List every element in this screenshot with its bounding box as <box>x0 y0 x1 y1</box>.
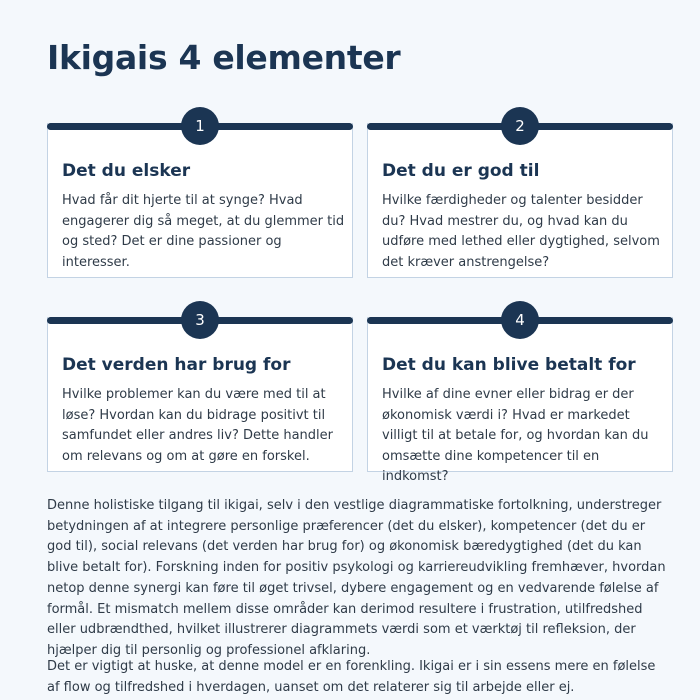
card-number-badge: 3 <box>181 301 219 339</box>
ikigai-card-1 <box>47 117 353 278</box>
ikigai-card-4 <box>367 311 673 484</box>
card-description: Hvad får dit hjerte til at synge? Hvad engagerer dig så meget, at du glemmer tid og sted? Det er dine passioner og interesser. <box>62 193 345 270</box>
card-number-badge: 2 <box>501 107 539 145</box>
body-paragraph-1: Denne holistiske tilgang til ikigai, selv i den vestlige diagrammatiske fortolkning, understreger betydningen af at integrere personlige præferencer (det du elsker), kompetencer (det du er god til), social relevans (det verden har brug for) og økonomisk bæredygtighed (det du kan blive betalt for). Forskning inden for positiv psykologi og karriereudvikling fremhæver, hvordan netop denne synergi kan føre til øget trivsel, dybere engagement og en vedvarende følelse af formål. Et mismatch mellem disse områder kan derimod resultere i frustration, utilfredshed eller udbrændthed, hvilket illustrerer diagrammets værdi som et værktøj til refleksion, der hjælper dig til personlig og professionel afklaring. <box>47 498 666 658</box>
card-description: Hvilke færdigheder og talenter besidder du? Hvad mestrer du, og hvad kan du udføre med lethed eller dygtighed, selvom det kræver anstrengelse? <box>382 193 660 270</box>
body-paragraph-2: Det er vigtigt at huske, at denne model er en forenkling. Ikigai er i sin essens mere en følelse af flow og tilfredshed i hverdagen, uanset om det relaterer sig til arbejde eller ej. <box>47 659 656 695</box>
card-description: Hvilke af dine evner eller bidrag er der økonomisk værdi i? Hvad er markedet villigt til at betale for, og hvordan kan du omsætte dine kompetencer til en indkomst? <box>382 387 649 484</box>
page-title: Ikigais 4 elementer <box>47 38 401 77</box>
card-number-badge: 4 <box>501 301 539 339</box>
ikigai-card-3 <box>47 311 353 472</box>
card-title: Det verden har brug for <box>62 355 291 375</box>
card-number-badge: 1 <box>181 107 219 145</box>
ikigai-card-2 <box>367 117 673 278</box>
card-title: Det du er god til <box>382 161 540 181</box>
card-description: Hvilke problemer kan du være med til at løse? Hvordan kan du bidrage positivt til samfundet eller andres liv? Dette handler om relevans og om at gøre en forskel. <box>62 387 333 464</box>
card-title: Det du kan blive betalt for <box>382 355 636 375</box>
card-title: Det du elsker <box>62 161 191 181</box>
